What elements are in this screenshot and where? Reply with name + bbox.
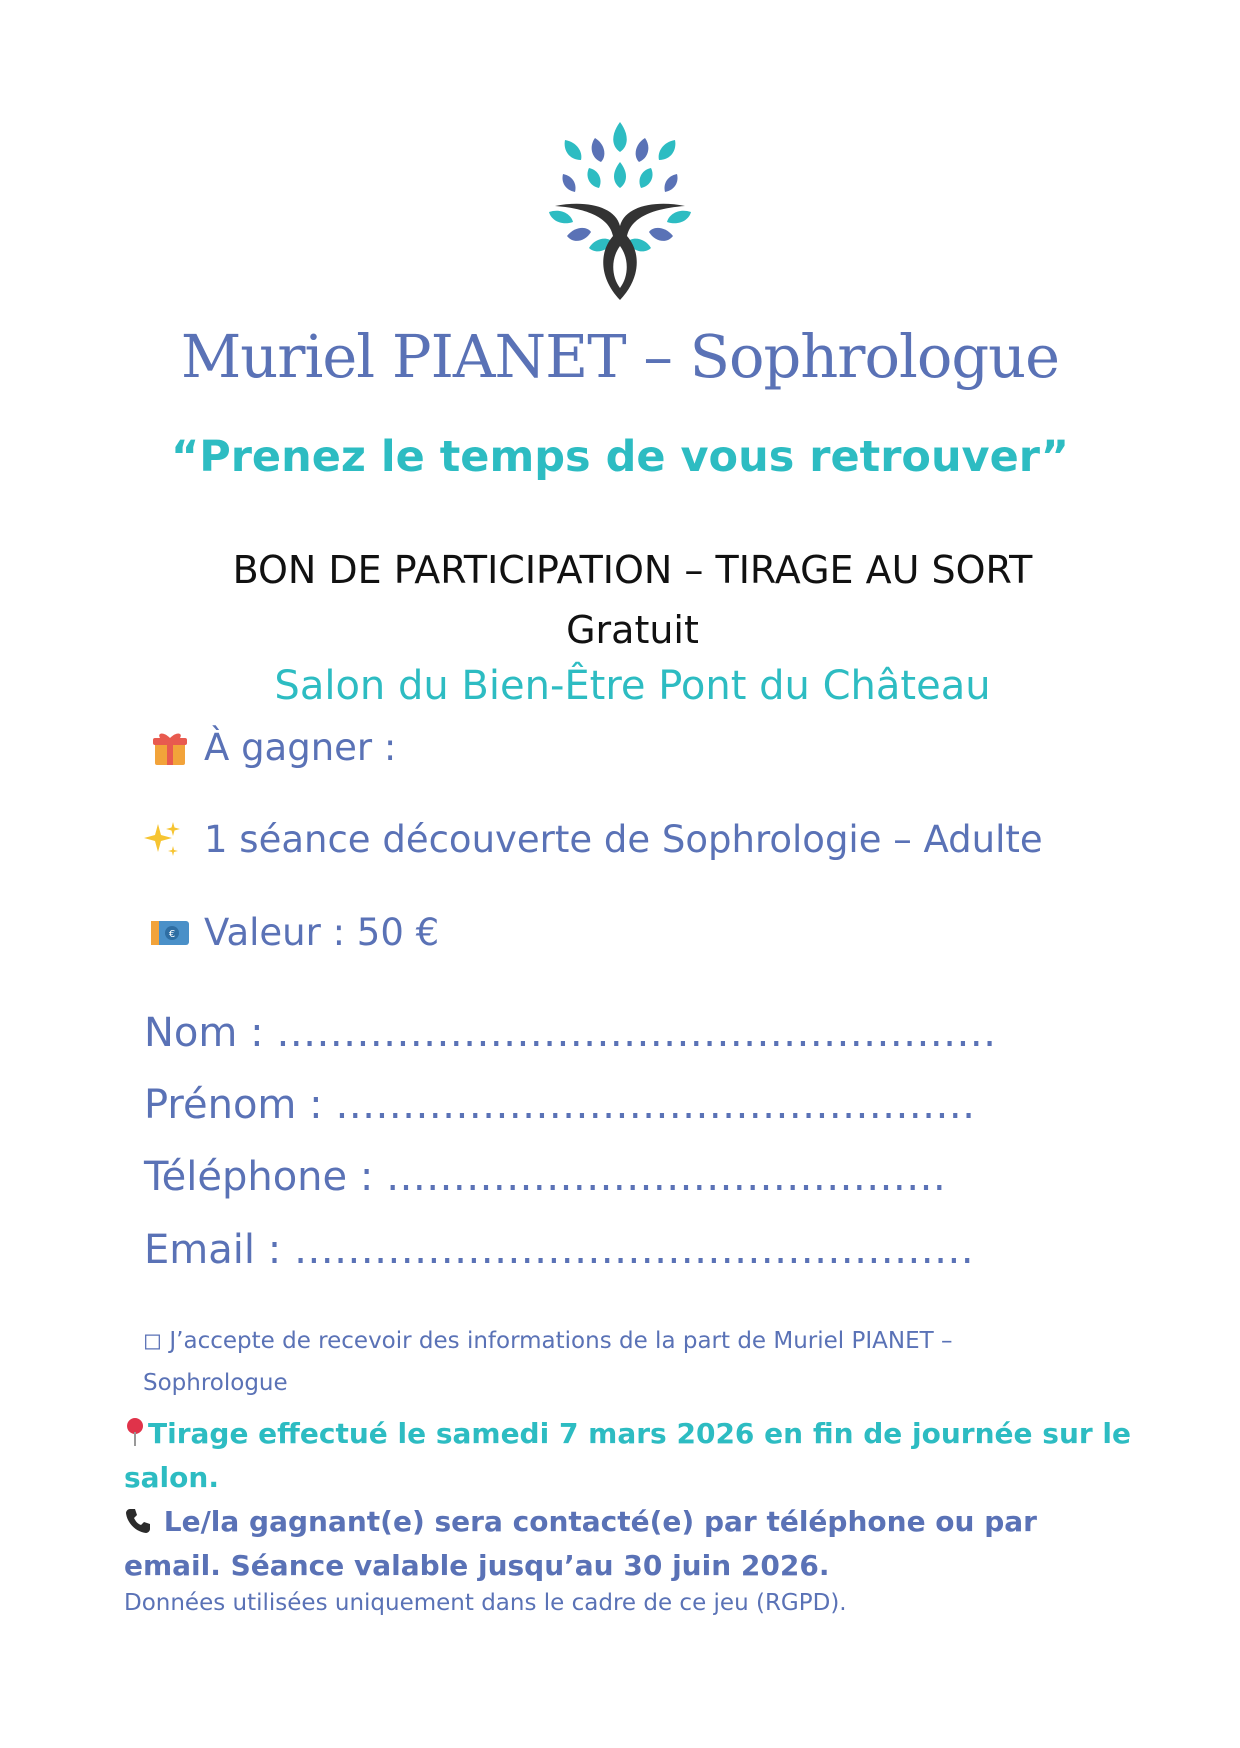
voucher-title: BON DE PARTICIPATION – TIRAGE AU SORT	[232, 548, 1033, 592]
email-field[interactable]: Email : ……………………………………………	[144, 1227, 974, 1273]
svg-text:€: €	[168, 928, 176, 940]
voucher-subtitle: Gratuit	[566, 608, 699, 652]
pin-icon	[124, 1417, 146, 1447]
gift-icon	[150, 728, 190, 768]
money-icon	[150, 913, 190, 953]
tagline: “Prenez le temps de vous retrouver”	[170, 432, 1070, 482]
phone-icon	[124, 1507, 152, 1535]
consent-checkbox[interactable]: ◻ J’accepte de recevoir des informations de la part de Muriel PIANET – Sophrologue	[143, 1328, 953, 1396]
event-name: Salon du Bien-Être Pont du Château	[274, 663, 991, 709]
rgpd-note: Données utilisées uniquement dans le cadre de ce jeu (RGPD).	[124, 1590, 847, 1616]
prize-item-text: 1 séance découverte de Sophrologie – Adulte	[204, 818, 1043, 861]
prize-heading-text: À gagner :	[204, 726, 397, 769]
prize-heading	[150, 726, 396, 769]
phone-field[interactable]: Téléphone : ……………………………………	[144, 1154, 947, 1200]
firstname-field[interactable]: Prénom : …………………………………………	[144, 1082, 976, 1128]
contact-info-text: Le/la gagnant(e) sera contacté(e) par téléphone ou par email. Séance valable jusqu’au 30 juin 2026.	[124, 1505, 1037, 1582]
contact-info	[124, 1500, 1134, 1588]
draw-info-text: Tirage effectué le samedi 7 mars 2026 en fin de journée sur le salon.	[124, 1417, 1132, 1494]
prize-value	[150, 911, 439, 954]
name-field[interactable]: Nom : ………………………………………………	[144, 1010, 997, 1056]
draw-info	[124, 1412, 1134, 1500]
tree-leaves-logo	[545, 118, 695, 302]
sparkles-icon	[142, 820, 182, 860]
brand-name: Muriel PIANET – Sophrologue	[180, 322, 1060, 391]
prize-value-text: Valeur : 50 €	[204, 911, 440, 954]
prize-item	[142, 818, 1043, 861]
